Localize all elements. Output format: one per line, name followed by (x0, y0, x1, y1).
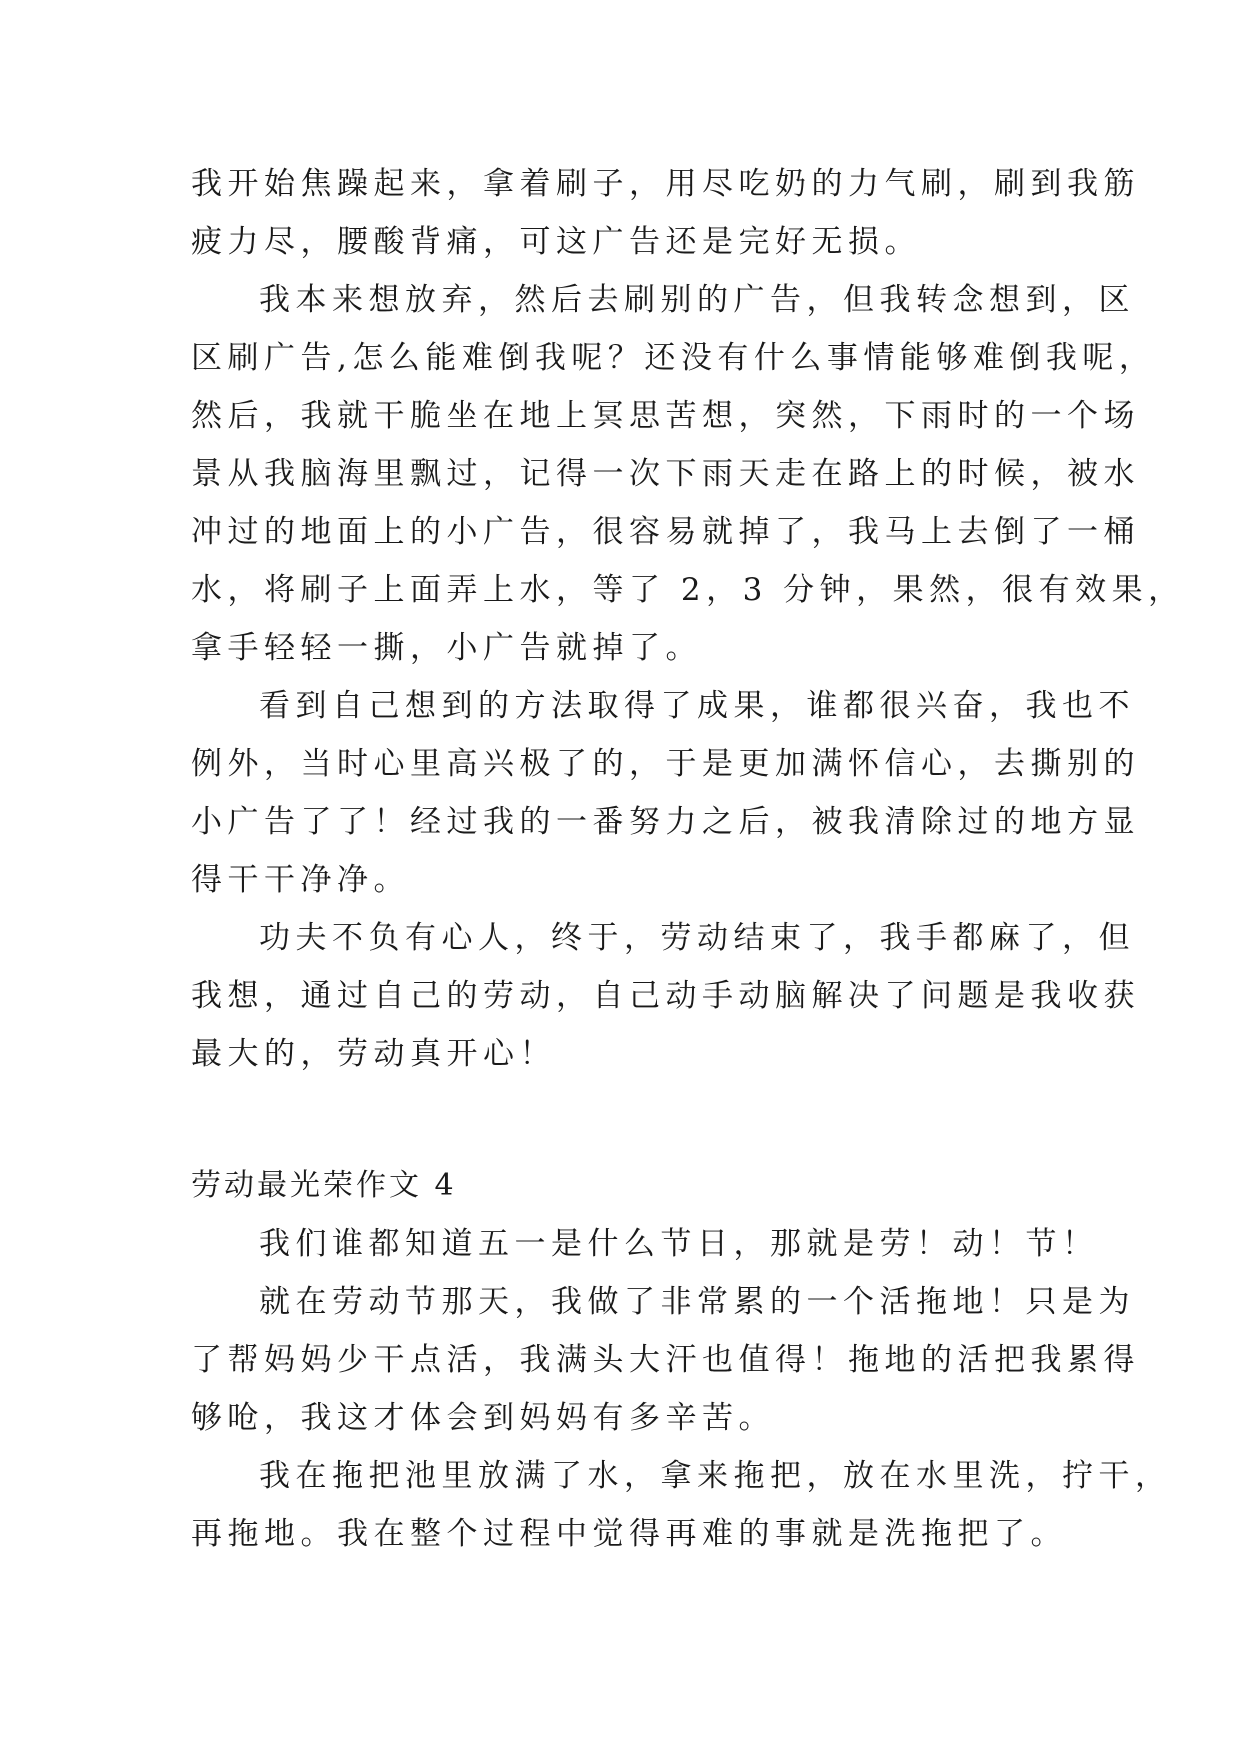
text-line: 景从我脑海里飘过，记得一次下雨天走在路上的时候，被水 (191, 456, 1140, 492)
text-line: 例外，当时心里高兴极了的，于是更加满怀信心，去撕别的 (191, 746, 1140, 782)
text-line: 我们谁都知道五一是什么节日，那就是劳！动！节！ (259, 1226, 1099, 1262)
text-line: 冲过的地面上的小广告，很容易就掉了，我马上去倒了一桶 (191, 514, 1140, 550)
text-line: 最大的，劳动真开心！ (191, 1036, 556, 1072)
text-line: 看到自己想到的方法取得了成果，谁都很兴奋，我也不 (259, 688, 1135, 724)
text-line: 我开始焦躁起来，拿着刷子，用尽吃奶的力气刷，刷到我筋 (191, 166, 1140, 202)
section-title: 劳动最光荣作文 4 (191, 1168, 457, 1203)
text-line: 水，将刷子上面弄上水，等了 2，3 分钟，果然，很有效果， (191, 572, 1185, 608)
essay-section-3-continued (191, 155, 1185, 1083)
text-line: 就在劳动节那天，我做了非常累的一个活拖地！只是为 (259, 1284, 1135, 1320)
text-line: 然后，我就干脆坐在地上冥思苦想，突然，下雨时的一个场 (191, 398, 1140, 434)
essay-section-4 (191, 1157, 1172, 1563)
text-line: 我在拖把池里放满了水，拿来拖把，放在水里洗，拧干， (259, 1458, 1172, 1494)
text-line: 够呛，我这才体会到妈妈有多辛苦。 (191, 1400, 775, 1436)
text-line: 小广告了了！经过我的一番努力之后，被我清除过的地方显 (191, 804, 1140, 840)
text-line: 再拖地。我在整个过程中觉得再难的事就是洗拖把了。 (191, 1516, 1067, 1552)
text-line: 区刷广告,怎么能难倒我呢？还没有什么事情能够难倒我呢， (191, 340, 1156, 376)
section-spacer (191, 1083, 1071, 1157)
text-line: 拿手轻轻一撕，小广告就掉了。 (191, 630, 702, 666)
text-line: 功夫不负有心人，终于，劳动结束了，我手都麻了，但 (259, 920, 1135, 956)
text-line: 我本来想放弃，然后去刷别的广告，但我转念想到，区 (259, 282, 1135, 318)
text-line: 得干干净净。 (191, 862, 410, 898)
text-line: 疲力尽，腰酸背痛，可这广告还是完好无损。 (191, 224, 921, 260)
text-line: 了帮妈妈少干点活，我满头大汗也值得！拖地的活把我累得 (191, 1342, 1140, 1378)
document-page (191, 155, 1185, 1563)
text-line: 我想，通过自己的劳动，自己动手动脑解决了问题是我收获 (191, 978, 1140, 1014)
